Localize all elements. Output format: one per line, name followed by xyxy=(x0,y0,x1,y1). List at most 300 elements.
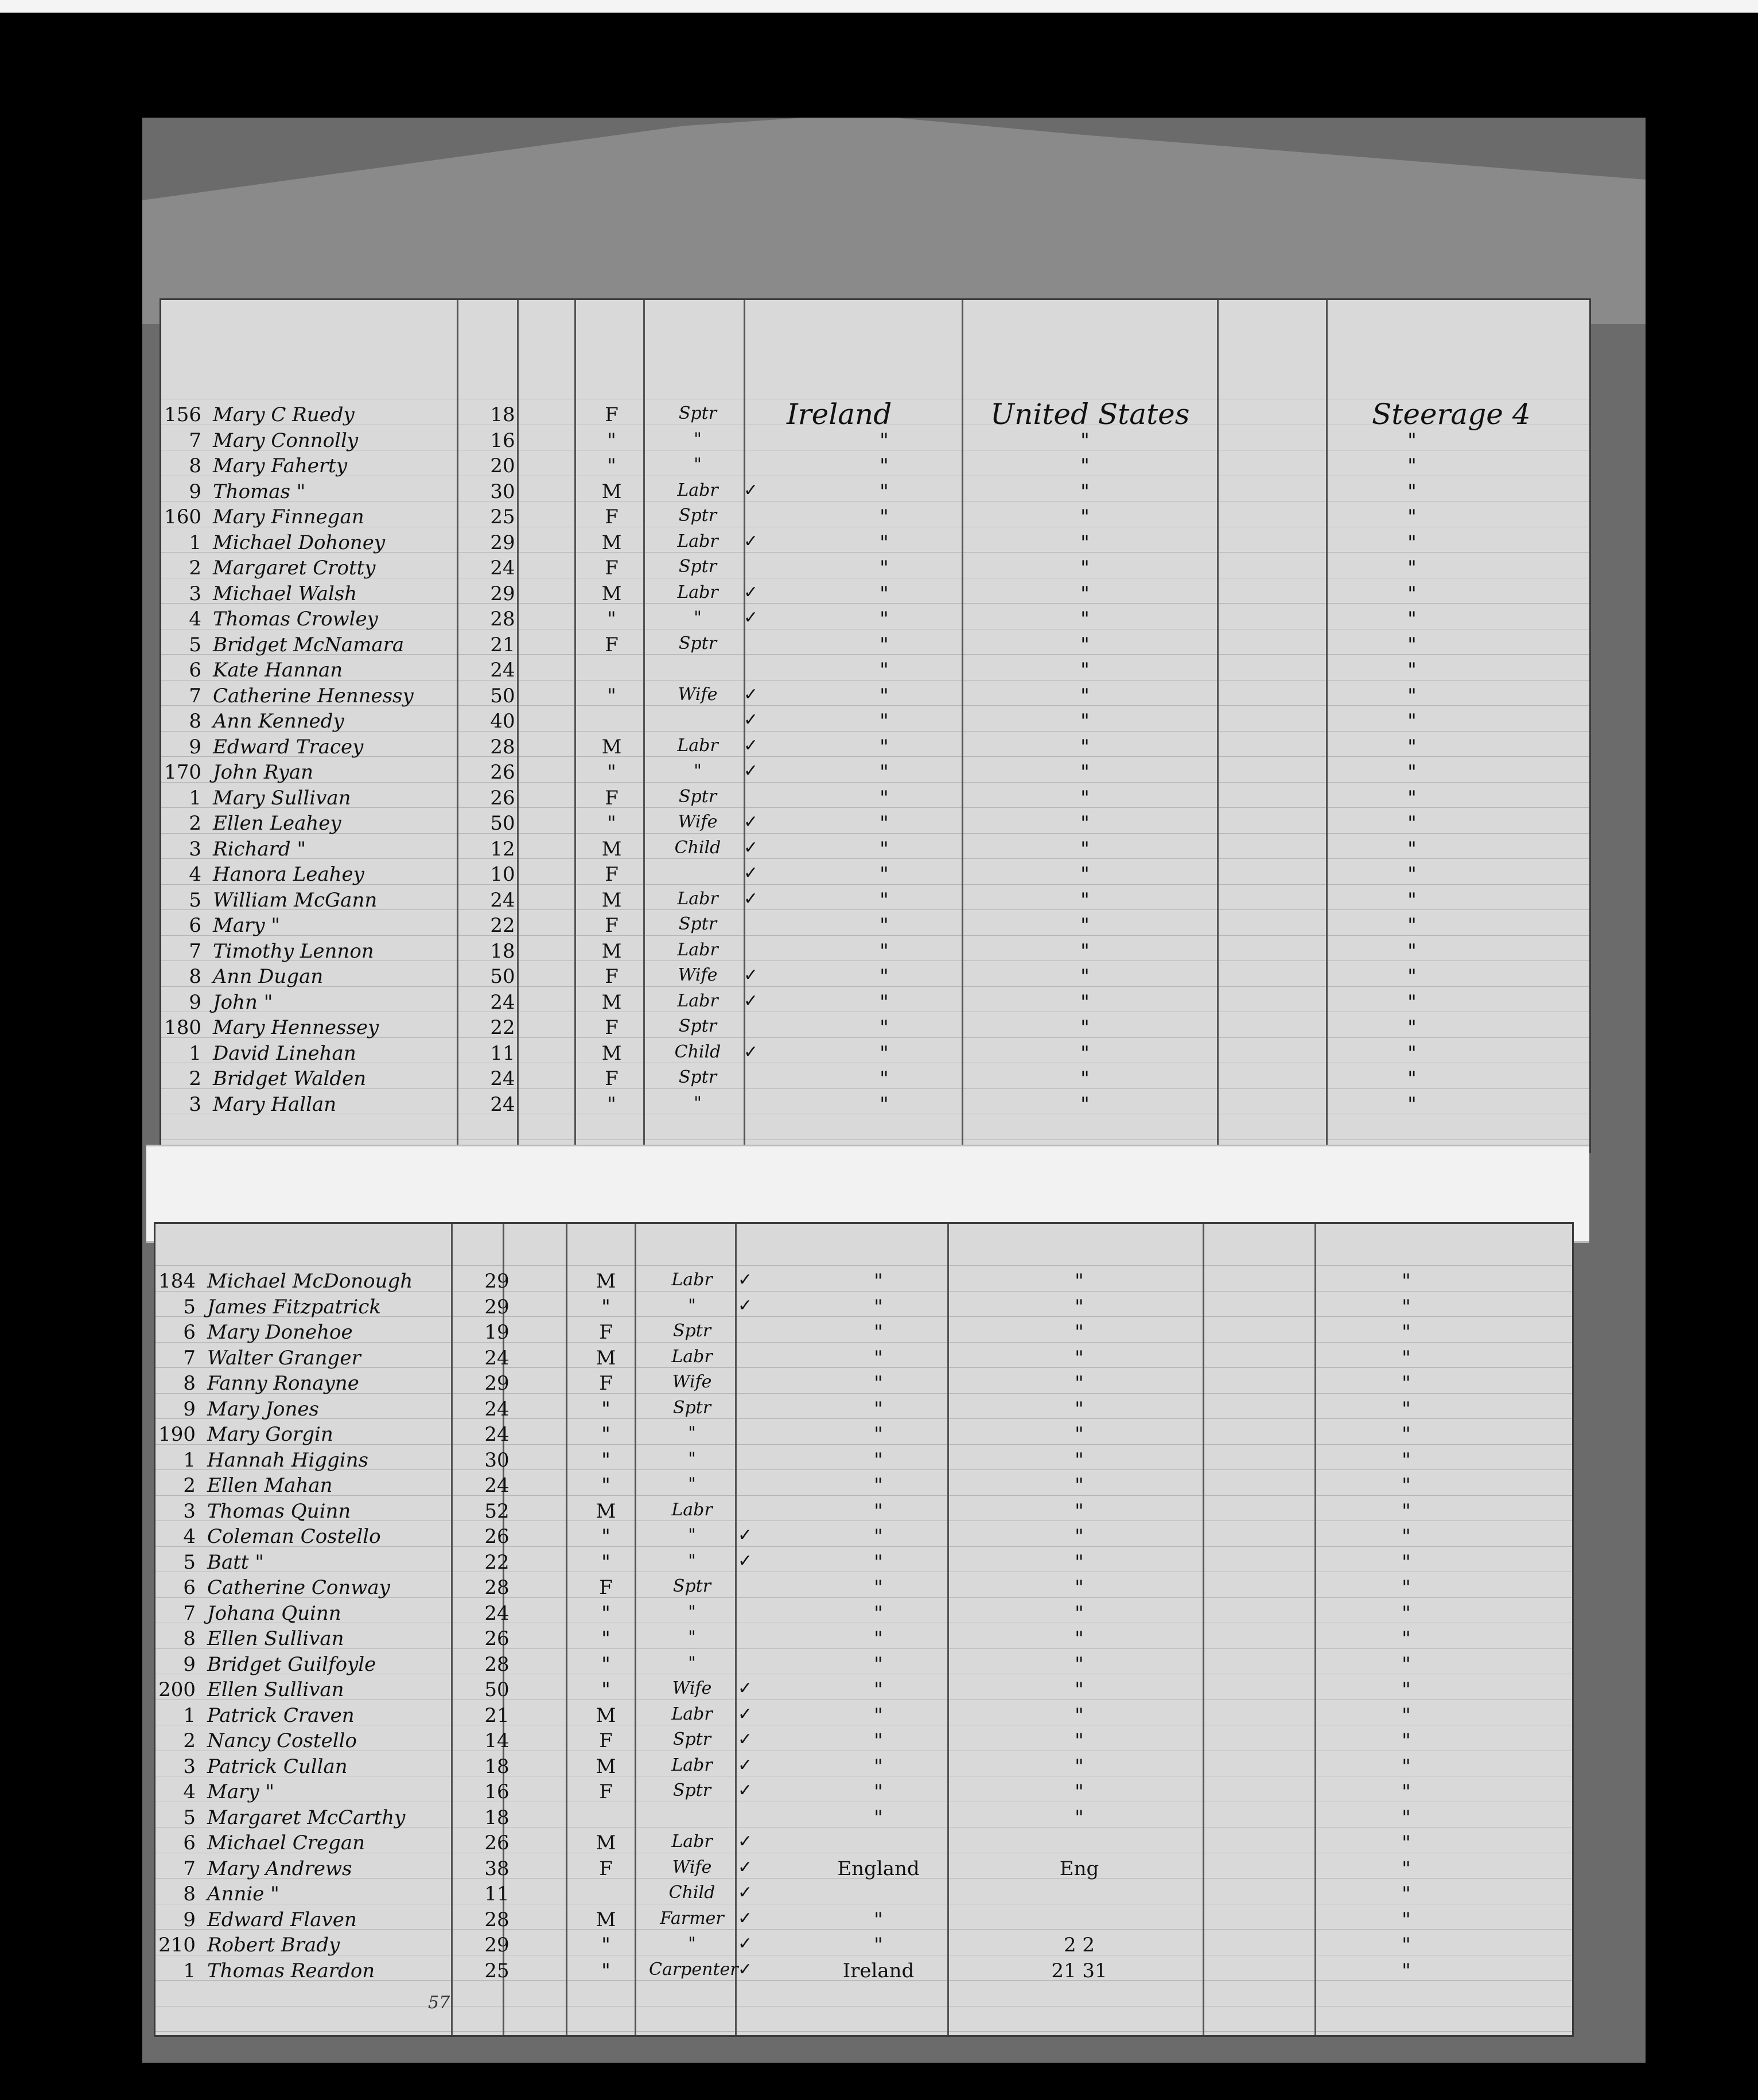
passenger-destination: " xyxy=(1080,1041,1090,1065)
passenger-age: 28 xyxy=(484,1908,509,1931)
passenger-nationality: " xyxy=(880,1067,889,1090)
passenger-number: 5 xyxy=(183,1806,196,1829)
passenger-sex: " xyxy=(601,1550,610,1574)
passenger-destination: " xyxy=(1080,914,1090,937)
passenger-number: 2 xyxy=(189,812,201,835)
passenger-number: 3 xyxy=(189,837,201,861)
passenger-nationality: " xyxy=(880,812,889,835)
passenger-class: " xyxy=(1407,505,1417,528)
passenger-age: 40 xyxy=(490,710,515,733)
passenger-occupation: Child xyxy=(674,1041,721,1062)
check-mark: ✓ xyxy=(744,710,759,730)
check-mark: ✓ xyxy=(744,735,759,756)
passenger-occupation: Wife xyxy=(678,965,718,985)
passenger-age: 22 xyxy=(490,914,515,937)
passenger-name: Catherine Conway xyxy=(207,1576,390,1599)
passenger-name: Fanny Ronayne xyxy=(207,1372,359,1395)
passenger-row xyxy=(155,1398,1572,1423)
passenger-row xyxy=(155,1908,1572,1934)
passenger-age: 18 xyxy=(484,1806,509,1829)
passenger-destination: " xyxy=(1080,990,1090,1014)
passenger-occupation: Carpenter xyxy=(649,1959,738,1980)
check-mark: ✓ xyxy=(744,684,759,705)
passenger-row xyxy=(161,787,1589,812)
passenger-number: 210 xyxy=(158,1934,196,1957)
passenger-destination: " xyxy=(1080,531,1090,554)
passenger-nationality: " xyxy=(880,531,889,554)
passenger-row xyxy=(155,1500,1572,1525)
passenger-age: 18 xyxy=(490,403,515,426)
passenger-number: 6 xyxy=(183,1321,196,1344)
passenger-class: " xyxy=(1402,1601,1411,1625)
passenger-age: 21 xyxy=(490,633,515,656)
check-mark: ✓ xyxy=(738,1780,753,1800)
passenger-occupation: " xyxy=(688,1525,696,1545)
check-mark: ✓ xyxy=(744,761,759,781)
passenger-age: 24 xyxy=(490,1092,515,1116)
nationality-heading: Ireland xyxy=(787,398,892,431)
passenger-destination: 2 2 xyxy=(1063,1934,1095,1957)
passenger-row xyxy=(161,1067,1589,1092)
passenger-age: 25 xyxy=(484,1959,509,1982)
passenger-number: 160 xyxy=(164,505,201,528)
passenger-name: Mary Finnegan xyxy=(213,505,364,528)
passenger-class: " xyxy=(1402,1678,1411,1701)
passenger-age: 24 xyxy=(484,1601,509,1625)
passenger-age: 28 xyxy=(484,1576,509,1599)
passenger-row xyxy=(161,991,1589,1016)
passenger-name: Patrick Cullan xyxy=(207,1755,348,1778)
passenger-number: 1 xyxy=(183,1959,196,1982)
passenger-age: 24 xyxy=(484,1474,509,1497)
passenger-class: " xyxy=(1402,1474,1411,1497)
passenger-occupation: " xyxy=(688,1627,696,1647)
passenger-name: Thomas Crowley xyxy=(213,608,378,631)
passenger-row xyxy=(155,1627,1572,1652)
passenger-age: 38 xyxy=(484,1857,509,1880)
passenger-nationality: " xyxy=(874,1346,883,1370)
passenger-class: " xyxy=(1402,1627,1411,1650)
passenger-sex: F xyxy=(605,965,619,988)
passenger-sex: F xyxy=(605,786,619,810)
passenger-number: 9 xyxy=(189,735,201,759)
passenger-class: " xyxy=(1407,990,1417,1014)
passenger-row xyxy=(155,1423,1572,1448)
passenger-number: 2 xyxy=(183,1474,196,1497)
passenger-age: 24 xyxy=(484,1397,509,1421)
passenger-number: 6 xyxy=(189,914,201,937)
passenger-name: Timothy Lennon xyxy=(213,939,374,963)
passenger-nationality: England xyxy=(837,1857,920,1880)
passenger-sex: M xyxy=(596,1908,616,1931)
passenger-name: Edward Tracey xyxy=(213,735,364,759)
passenger-row xyxy=(161,736,1589,761)
passenger-name: Kate Hannan xyxy=(213,659,343,682)
check-mark: ✓ xyxy=(744,608,759,628)
passenger-class: " xyxy=(1402,1831,1411,1854)
passenger-age: 24 xyxy=(490,659,515,682)
passenger-name: Richard " xyxy=(213,837,306,861)
check-mark: ✓ xyxy=(738,1704,753,1724)
passenger-nationality: " xyxy=(874,1627,883,1650)
passenger-name: Michael Cregan xyxy=(207,1831,365,1854)
passenger-name: John " xyxy=(213,990,273,1014)
passenger-sex: " xyxy=(601,1397,610,1421)
passenger-class: " xyxy=(1402,1397,1411,1421)
passenger-row xyxy=(155,1270,1572,1295)
passenger-class: " xyxy=(1402,1423,1411,1446)
passenger-occupation: Child xyxy=(668,1883,715,1903)
passenger-name: Coleman Costello xyxy=(207,1525,381,1548)
passenger-destination: " xyxy=(1075,1448,1084,1472)
passenger-number: 9 xyxy=(183,1397,196,1421)
passenger-age: 28 xyxy=(490,735,515,759)
passenger-class: " xyxy=(1402,1806,1411,1829)
passenger-number: 8 xyxy=(189,454,201,477)
passenger-number: 1 xyxy=(189,1041,201,1065)
passenger-age: 29 xyxy=(484,1270,509,1293)
passenger-row xyxy=(161,1016,1589,1041)
passenger-row xyxy=(161,761,1589,786)
passenger-number: 1 xyxy=(189,786,201,810)
passenger-destination: " xyxy=(1080,1067,1090,1090)
passenger-nationality: " xyxy=(880,582,889,605)
page-number-note: 57 xyxy=(428,1993,450,2013)
passenger-row xyxy=(161,480,1589,505)
check-mark: ✓ xyxy=(738,1883,753,1903)
passenger-occupation: Wife xyxy=(672,1678,712,1698)
passenger-class: " xyxy=(1402,1959,1411,1982)
passenger-row xyxy=(155,1780,1572,1806)
passenger-occupation: Labr xyxy=(671,1704,713,1724)
passenger-number: 5 xyxy=(189,888,201,912)
passenger-nationality: " xyxy=(874,1397,883,1421)
passenger-number: 7 xyxy=(189,429,201,452)
passenger-nationality: " xyxy=(880,1041,889,1065)
passenger-nationality: " xyxy=(880,965,889,988)
passenger-age: 14 xyxy=(484,1729,509,1752)
passenger-row xyxy=(155,1934,1572,1959)
passenger-nationality: " xyxy=(880,505,889,528)
passenger-number: 2 xyxy=(183,1729,196,1752)
passenger-occupation: Labr xyxy=(671,1270,713,1290)
check-mark: ✓ xyxy=(738,1857,753,1877)
passenger-name: Mary C Ruedy xyxy=(213,403,355,426)
passenger-age: 50 xyxy=(490,965,515,988)
passenger-occupation: Wife xyxy=(678,684,718,705)
passenger-name: Mary Jones xyxy=(207,1397,319,1421)
passenger-age: 12 xyxy=(490,837,515,861)
passenger-occupation: Farmer xyxy=(660,1908,724,1928)
passenger-occupation: Labr xyxy=(677,990,718,1011)
passenger-sex: M xyxy=(601,837,622,861)
passenger-occupation: Wife xyxy=(678,812,718,832)
passenger-sex: F xyxy=(605,914,619,937)
passenger-number: 9 xyxy=(183,1908,196,1931)
passenger-occupation: " xyxy=(688,1601,696,1622)
passenger-nationality: " xyxy=(874,1270,883,1293)
passenger-class: " xyxy=(1407,1092,1417,1116)
passenger-destination: Eng xyxy=(1059,1857,1099,1880)
check-mark: ✓ xyxy=(744,1041,759,1062)
passenger-class: " xyxy=(1402,1576,1411,1599)
passenger-class: " xyxy=(1407,914,1417,937)
passenger-sex: F xyxy=(605,633,619,656)
passenger-name: James Fitzpatrick xyxy=(207,1295,382,1319)
passenger-sex: F xyxy=(605,1067,619,1090)
passenger-age: 26 xyxy=(484,1525,509,1548)
passenger-name: Thomas Reardon xyxy=(207,1959,375,1982)
passenger-age: 18 xyxy=(484,1755,509,1778)
passenger-nationality: " xyxy=(874,1372,883,1395)
passenger-nationality: " xyxy=(880,990,889,1014)
passenger-class: " xyxy=(1402,1372,1411,1395)
passenger-number: 1 xyxy=(183,1448,196,1472)
passenger-occupation: Sptr xyxy=(678,786,717,807)
passenger-destination: " xyxy=(1080,761,1090,784)
passenger-occupation: Sptr xyxy=(672,1397,711,1418)
passenger-class: " xyxy=(1407,1067,1417,1090)
passenger-class: " xyxy=(1407,939,1417,963)
passenger-nationality: " xyxy=(874,1550,883,1574)
passenger-destination: " xyxy=(1080,863,1090,886)
passenger-number: 4 xyxy=(189,608,201,631)
passenger-destination: " xyxy=(1080,633,1090,656)
passenger-number: 6 xyxy=(183,1576,196,1599)
passenger-sex: " xyxy=(601,1627,610,1650)
passenger-nationality: " xyxy=(874,1576,883,1599)
passenger-nationality: " xyxy=(880,939,889,963)
passenger-number: 7 xyxy=(183,1601,196,1625)
passenger-row xyxy=(155,1525,1572,1550)
passenger-age: 30 xyxy=(490,480,515,503)
passenger-age: 24 xyxy=(490,888,515,912)
passenger-occupation: Labr xyxy=(677,888,718,909)
passenger-destination: " xyxy=(1075,1499,1084,1523)
passenger-nationality: " xyxy=(880,659,889,682)
passenger-class: " xyxy=(1402,1934,1411,1957)
passenger-row xyxy=(155,1372,1572,1397)
passenger-destination: " xyxy=(1075,1346,1084,1370)
ruled-line xyxy=(155,2031,1572,2032)
passenger-number: 5 xyxy=(183,1550,196,1574)
passenger-age: 22 xyxy=(490,1016,515,1039)
passenger-number: 180 xyxy=(164,1016,201,1039)
passenger-name: Michael Walsh xyxy=(213,582,357,605)
passenger-number: 6 xyxy=(183,1831,196,1854)
passenger-row xyxy=(155,1704,1572,1729)
passenger-name: Hannah Higgins xyxy=(207,1448,368,1472)
passenger-row xyxy=(161,685,1589,710)
passenger-occupation: Labr xyxy=(671,1346,713,1367)
passenger-occupation: Sptr xyxy=(678,403,717,423)
passenger-destination: " xyxy=(1080,965,1090,988)
passenger-sex: M xyxy=(601,888,622,912)
passenger-name: Hanora Leahey xyxy=(213,863,364,886)
passenger-nationality: " xyxy=(880,633,889,656)
passenger-class: " xyxy=(1407,531,1417,554)
passenger-class: " xyxy=(1407,735,1417,759)
top-edge-strip xyxy=(0,0,1758,13)
passenger-nationality: " xyxy=(874,1525,883,1548)
passenger-number: 7 xyxy=(183,1857,196,1880)
passenger-destination: " xyxy=(1075,1576,1084,1599)
passenger-nationality: " xyxy=(874,1678,883,1701)
passenger-number: 156 xyxy=(164,403,201,426)
passenger-number: 7 xyxy=(189,684,201,707)
check-mark: ✓ xyxy=(744,863,759,883)
passenger-sex: " xyxy=(601,1652,610,1676)
passenger-number: 7 xyxy=(183,1346,196,1370)
passenger-row xyxy=(155,1806,1572,1831)
passenger-sex: F xyxy=(605,1016,619,1039)
passenger-row xyxy=(161,403,1589,429)
passenger-nationality: " xyxy=(874,1499,883,1523)
passenger-name: Mary Faherty xyxy=(213,454,348,477)
check-mark: ✓ xyxy=(744,480,759,500)
passenger-row xyxy=(155,1296,1572,1321)
passenger-sex: F xyxy=(599,1729,613,1752)
passenger-destination: " xyxy=(1080,888,1090,912)
passenger-row xyxy=(155,1678,1572,1704)
passenger-sex: M xyxy=(601,531,622,554)
passenger-sex: F xyxy=(599,1780,613,1803)
destination-heading: United States xyxy=(990,398,1190,431)
passenger-row xyxy=(155,1602,1572,1627)
passenger-nationality: " xyxy=(874,1908,883,1931)
passenger-destination: " xyxy=(1075,1423,1084,1446)
passenger-occupation: Sptr xyxy=(672,1729,711,1749)
check-mark: ✓ xyxy=(738,1678,753,1698)
passenger-sex: F xyxy=(605,557,619,580)
passenger-number: 8 xyxy=(189,710,201,733)
passenger-class: " xyxy=(1402,1550,1411,1574)
passenger-nationality: " xyxy=(880,480,889,503)
passenger-name: Mary Sullivan xyxy=(213,786,351,810)
passenger-name: Mary " xyxy=(207,1780,274,1803)
passenger-nationality: " xyxy=(874,1295,883,1319)
passenger-destination: " xyxy=(1075,1372,1084,1395)
passenger-destination: " xyxy=(1075,1550,1084,1574)
passenger-name: Batt " xyxy=(207,1550,265,1574)
passenger-age: 26 xyxy=(484,1831,509,1854)
passenger-class: " xyxy=(1407,1041,1417,1065)
passenger-nationality: " xyxy=(874,1806,883,1829)
passenger-sex: " xyxy=(607,761,616,784)
passenger-class: " xyxy=(1407,710,1417,733)
passenger-nationality: " xyxy=(874,1474,883,1497)
passenger-occupation: " xyxy=(688,1423,696,1443)
passenger-number: 190 xyxy=(158,1423,196,1446)
passenger-nationality: " xyxy=(880,557,889,580)
passenger-class: " xyxy=(1402,1883,1411,1905)
passenger-name: Thomas Quinn xyxy=(207,1499,351,1523)
passenger-occupation: Sptr xyxy=(672,1780,711,1800)
passenger-sex: " xyxy=(607,812,616,835)
check-mark: ✓ xyxy=(738,1729,753,1749)
passenger-number: 8 xyxy=(183,1372,196,1395)
passenger-class: " xyxy=(1402,1755,1411,1778)
passenger-number: 1 xyxy=(183,1704,196,1727)
passenger-class: " xyxy=(1407,633,1417,656)
passenger-name: Mary Hennessey xyxy=(213,1016,379,1039)
passenger-age: 50 xyxy=(490,812,515,835)
passenger-name: Johana Quinn xyxy=(207,1601,341,1625)
passenger-class: " xyxy=(1402,1448,1411,1472)
passenger-number: 9 xyxy=(183,1652,196,1676)
passenger-destination: " xyxy=(1080,429,1090,452)
passenger-occupation: Labr xyxy=(671,1831,713,1852)
passenger-occupation: " xyxy=(688,1295,696,1316)
passenger-row xyxy=(155,1551,1572,1576)
passenger-class: " xyxy=(1402,1346,1411,1370)
passenger-number: 9 xyxy=(189,990,201,1014)
check-mark: ✓ xyxy=(738,1908,753,1928)
passenger-class: " xyxy=(1407,837,1417,861)
passenger-row xyxy=(155,1831,1572,1857)
passenger-occupation: Sptr xyxy=(678,633,717,654)
passenger-row xyxy=(161,1093,1589,1118)
check-mark: ✓ xyxy=(738,1959,753,1980)
passenger-occupation: Labr xyxy=(677,735,718,756)
passenger-sex: " xyxy=(601,1525,610,1548)
passenger-destination: " xyxy=(1075,1652,1084,1676)
passenger-occupation: Child xyxy=(674,837,721,858)
passenger-age: 29 xyxy=(484,1934,509,1957)
passenger-name: Bridget Walden xyxy=(213,1067,367,1090)
passenger-row xyxy=(161,659,1589,684)
ruled-line xyxy=(155,1265,1572,1266)
passenger-sex: " xyxy=(607,684,616,707)
passenger-nationality: " xyxy=(874,1321,883,1344)
passenger-number: 200 xyxy=(158,1678,196,1701)
passenger-row xyxy=(161,940,1589,965)
passenger-row xyxy=(161,633,1589,659)
passenger-destination: " xyxy=(1075,1729,1084,1752)
passenger-row xyxy=(161,608,1589,633)
passenger-sex: " xyxy=(601,1934,610,1957)
passenger-age: 24 xyxy=(490,1067,515,1090)
passenger-sex: " xyxy=(607,608,616,631)
passenger-age: 26 xyxy=(490,761,515,784)
passenger-age: 29 xyxy=(490,582,515,605)
passenger-destination: " xyxy=(1075,1755,1084,1778)
passenger-occupation: Sptr xyxy=(678,557,717,577)
passenger-sex: " xyxy=(601,1448,610,1472)
passenger-age: 26 xyxy=(484,1627,509,1650)
passenger-class: " xyxy=(1407,480,1417,503)
passenger-class: " xyxy=(1407,812,1417,835)
passenger-destination: " xyxy=(1075,1704,1084,1727)
passenger-occupation: Labr xyxy=(677,582,718,602)
passenger-occupation: Wife xyxy=(672,1372,712,1392)
passenger-nationality: " xyxy=(874,1448,883,1472)
passenger-age: 28 xyxy=(490,608,515,631)
passenger-name: Nancy Costello xyxy=(207,1729,357,1752)
passenger-age: 11 xyxy=(490,1041,515,1065)
passenger-row xyxy=(155,1755,1572,1780)
passenger-age: 21 xyxy=(484,1704,509,1727)
passenger-number: 2 xyxy=(189,1067,201,1090)
passenger-nationality: " xyxy=(874,1934,883,1957)
passenger-occupation: Labr xyxy=(677,531,718,551)
passenger-class: " xyxy=(1407,786,1417,810)
passenger-nationality: " xyxy=(880,608,889,631)
passenger-occupation: " xyxy=(694,761,702,781)
passenger-destination: " xyxy=(1080,608,1090,631)
passenger-class: " xyxy=(1402,1908,1411,1931)
passenger-row xyxy=(161,429,1589,454)
